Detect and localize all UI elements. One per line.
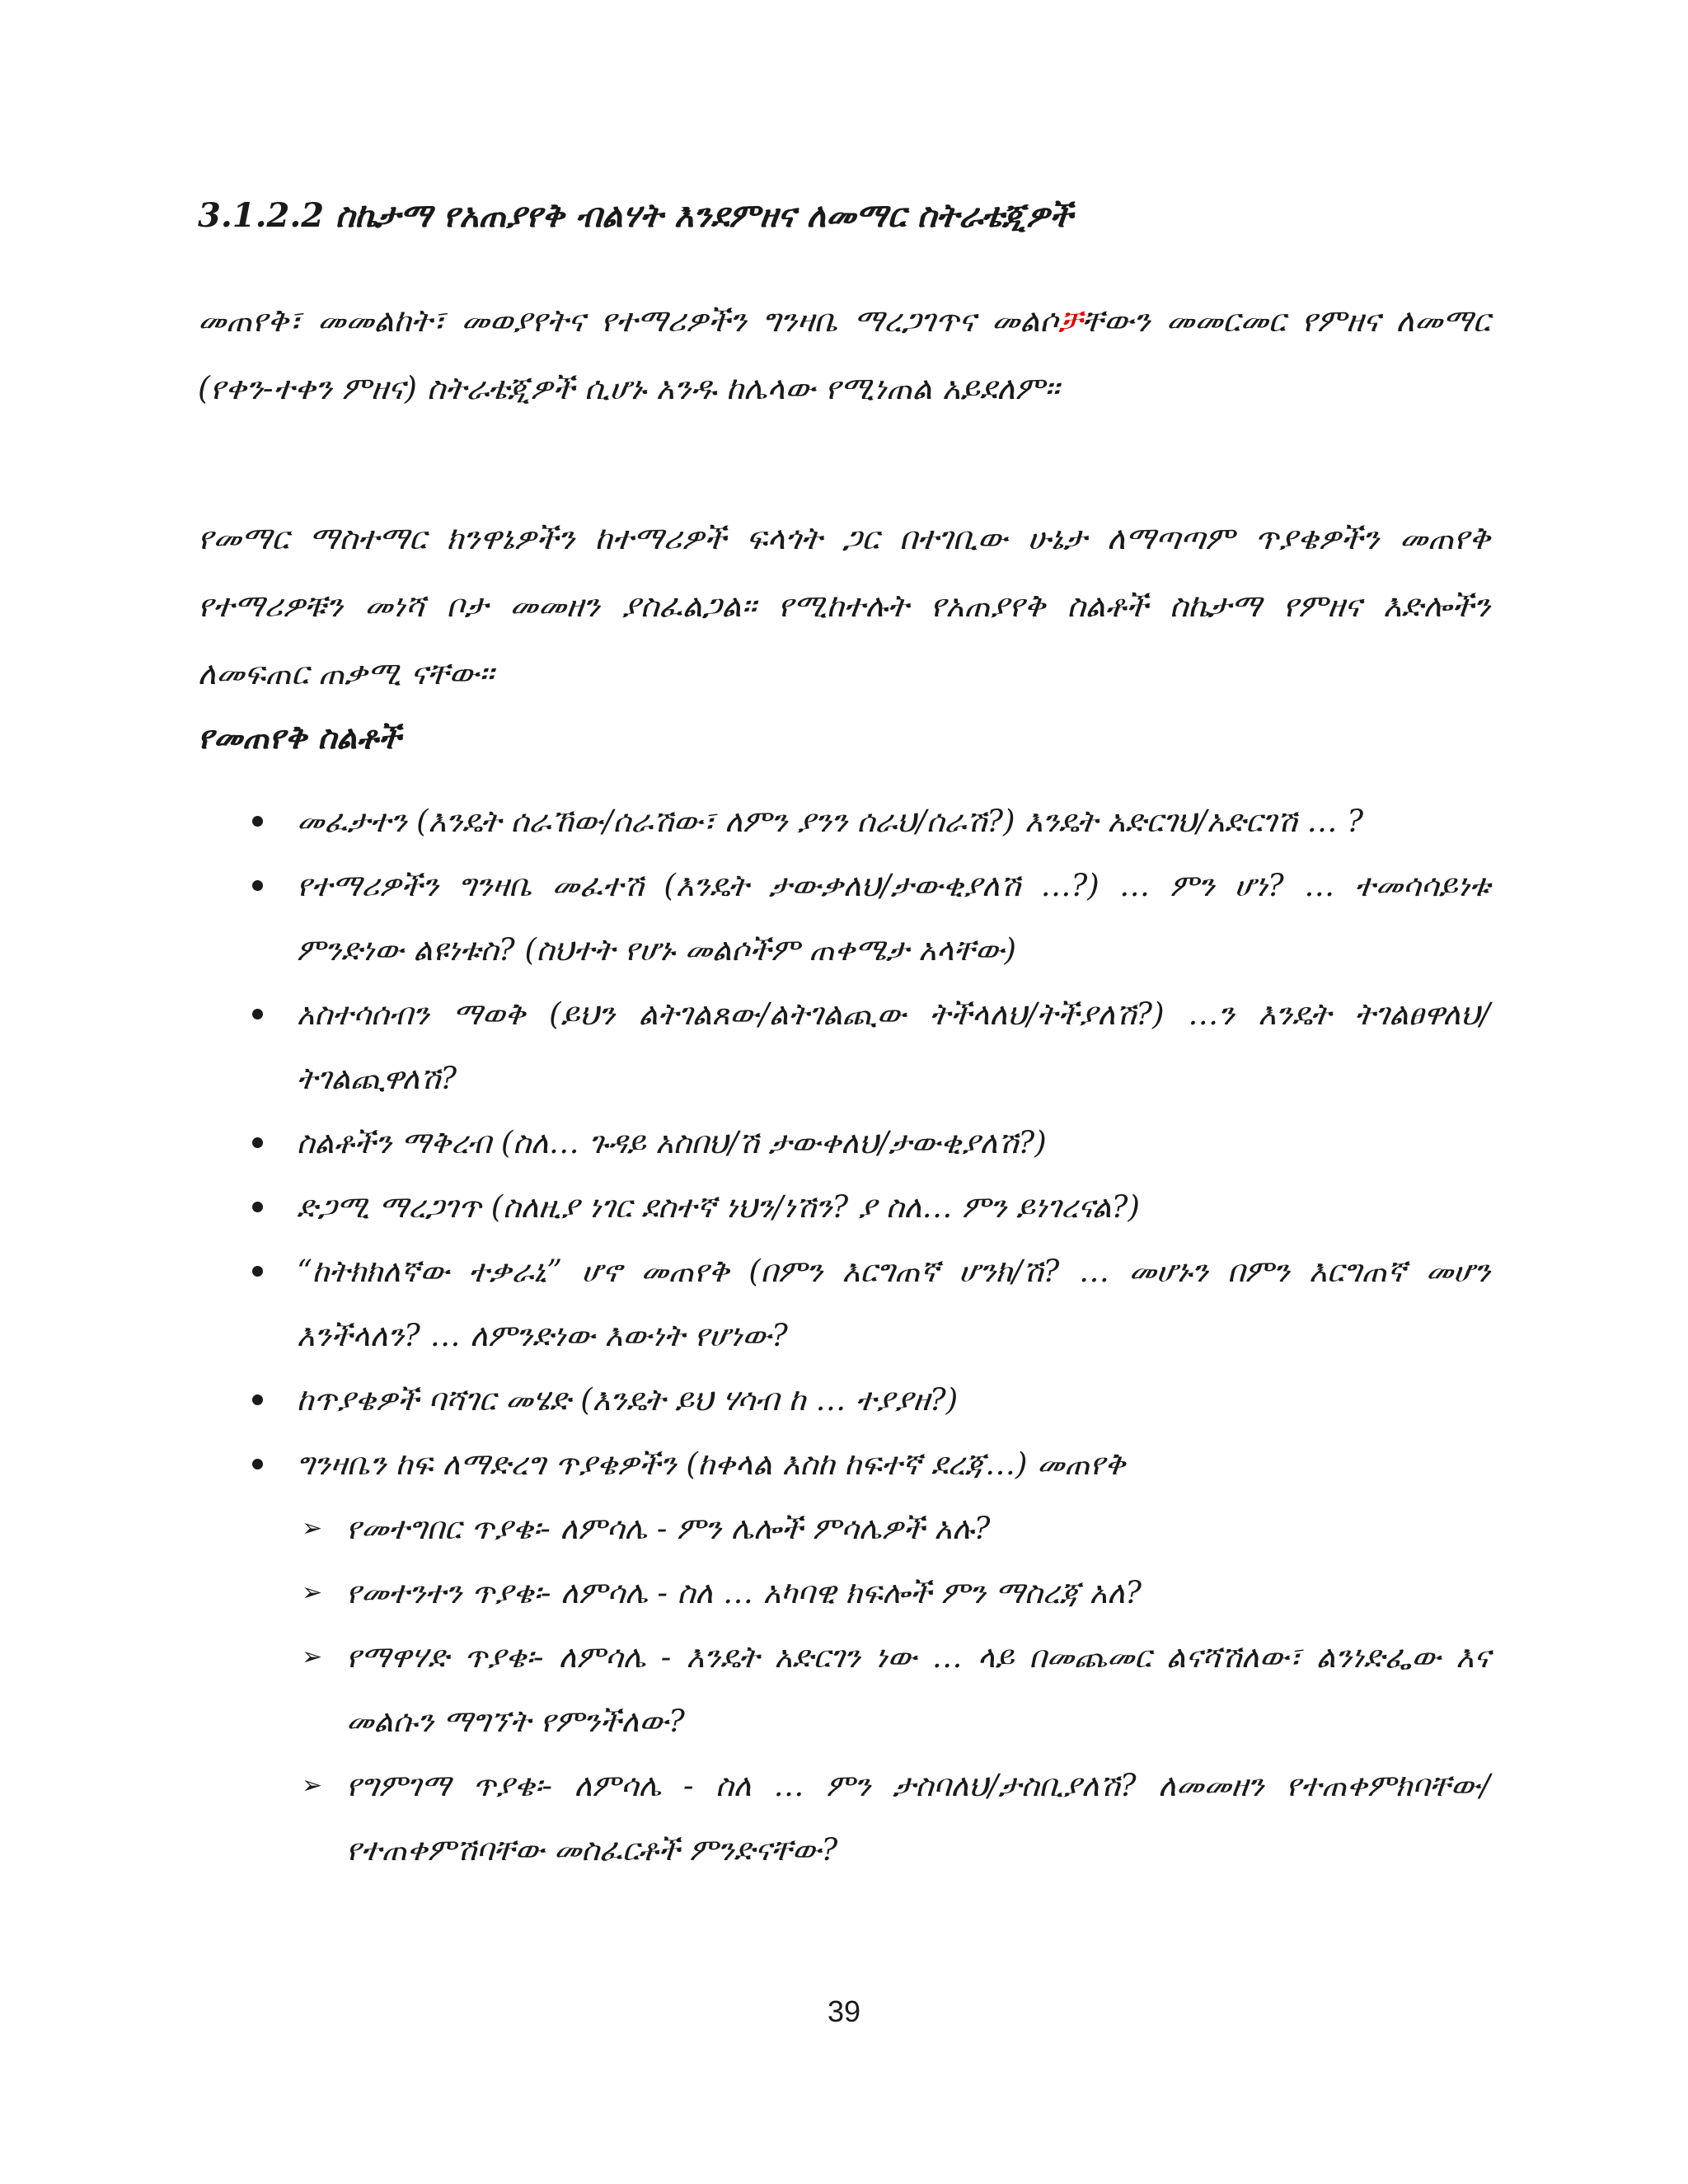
paragraph-1-highlight: ቻ bbox=[1057, 302, 1082, 339]
bullet-dot-icon bbox=[252, 1202, 263, 1212]
paragraph-1 bbox=[198, 287, 1490, 422]
arrow-bullet-icon: ➢ bbox=[302, 1771, 323, 1800]
list-item-text: መፈታተን (እንዴት ሰራኸው/ሰራሽው፣ ለምን ያንን ሰራህ/ሰራሽ?) እንዴት አድርገህ/አድርገሽ … ? bbox=[297, 804, 1364, 839]
list-item-text: “ከትክክለኛው ተቃራኒ” ሆኖ መጠየቅ (በምን እርግጠኛ ሆንክ/ሽ? … መሆኑን በምን እርግጠኛ መሆን እንችላለን? … ለምንድነው እውነት የሆነው? bbox=[297, 1254, 1490, 1353]
paragraph-1-text-a: መጠየቅ፣ መመልከት፣ መወያየትና የተማሪዎችን ግንዛቤ ማረጋገጥና መልሶ bbox=[198, 302, 1058, 339]
arrow-bullet-icon: ➢ bbox=[302, 1643, 323, 1671]
sub-list-item bbox=[302, 1754, 1490, 1882]
paragraph-1-text-b: ቸውን መመርመር የምዘና ለመማር (የቀን-ተቀን ምዘና) ስትራቴጂዎች ሲሆኑ አንዱ ከሌላው የሚነጠል አይደለም፡፡ bbox=[198, 302, 1490, 406]
bullet-dot-icon bbox=[252, 1394, 263, 1405]
bullet-dot-icon bbox=[252, 1137, 263, 1148]
list-item bbox=[297, 982, 1490, 1111]
sub-list-item-text: የማዋሃድ ጥያቄ፡- ለምሳሌ - እንዴት አድርገን ነው … ላይ በመጨመር ልናሻሽለው፣ ልንነድፌው እና መልሱን ማግኘት የምንችለው? bbox=[346, 1639, 1490, 1739]
sub-list-item bbox=[302, 1497, 1490, 1561]
paragraph-2: የመማር ማስተማር ክንዋኔዎችን ከተማሪዎች ፍላጎት ጋር በተገቢው ሁኔታ ለማጣጣም ጥያቄዎችን መጠየቅ የተማሪዎቹን መነሻ ቦታ መመዘን ያስፈልጋል፡፡ የሚከተሉት የአጠያየቅ ስልቶች ስኬታማ የምዘና እድሎችን ለመፍጠር ጠቃሚ ናቸው፡፡ bbox=[198, 520, 1490, 691]
subheading: የመጠየቅ ስልቶች bbox=[198, 719, 401, 757]
sub-bullet-list bbox=[302, 1497, 1490, 1882]
list-item-text: ግንዛቤን ከፍ ለማድረግ ጥያቄዎችን (ከቀላል እስከ ከፍተኛ ደረጃ…) መጠየቅ bbox=[297, 1446, 1126, 1482]
sub-list-item-text: የመተንተን ጥያቄ፡- ለምሳሌ - ስለ … አካባዊ ክፍሎች ምን ማስረጃ አለ? bbox=[346, 1575, 1142, 1610]
list-item bbox=[297, 1175, 1490, 1240]
bullet-dot-icon bbox=[252, 880, 263, 891]
sub-list-item-text: የመተግበር ጥያቄ፡- ለምሳሌ - ምን ሌሎች ምሳሌዎች አሉ? bbox=[346, 1511, 991, 1546]
arrow-bullet-icon: ➢ bbox=[302, 1514, 323, 1543]
section-heading: 3.1.2.2 ስኬታማ የአጠያየቅ ብልሃት እንደምዘና ለመማር ስትራቴጂዎች bbox=[198, 196, 1073, 235]
list-item bbox=[297, 790, 1490, 854]
list-item bbox=[297, 1111, 1490, 1175]
sub-list-item bbox=[302, 1625, 1490, 1754]
list-item-text: የተማሪዎችን ግንዛቤ መፈተሽ (እንዴት ታውቃለህ/ታውቂያለሽ …?) … ምን ሆነ? … ተመሳሳይነቱ ምንድነው ልዩነቱስ? (ስህተት የሆኑ መልሶችም ጠቀሜታ አላቸው) bbox=[297, 868, 1490, 968]
sub-list-item bbox=[302, 1561, 1490, 1625]
sub-list-container bbox=[297, 1497, 1490, 1882]
list-item bbox=[297, 1240, 1490, 1368]
list-item-text: ድጋሚ ማረጋገጥ (ስለዚያ ነገር ደስተኛ ነህን/ነሽን? ያ ስለ… ምን ይነገረናል?) bbox=[297, 1189, 1140, 1225]
bullet-dot-icon bbox=[252, 816, 263, 827]
page-number: 39 bbox=[827, 1994, 861, 2028]
list-item-text: ከጥያቄዎች ባሻገር መሄድ (እንዴት ይህ ሃሳብ ከ … ተያያዘ?) bbox=[297, 1382, 959, 1418]
list-item-text: አስተሳሰብን ማወቅ (ይህን ልትገልጸው/ልትገልጪው ትችላለህ/ትችያለሽ?) …ን እንዴት ትገልፀዋለህ/ትገልጪዋለሽ? bbox=[297, 996, 1490, 1096]
list-item bbox=[297, 854, 1490, 982]
bullet-dot-icon bbox=[252, 1266, 263, 1277]
arrow-bullet-icon: ➢ bbox=[302, 1578, 323, 1607]
bullet-dot-icon bbox=[252, 1009, 263, 1019]
list-item bbox=[297, 1368, 1490, 1432]
bullet-dot-icon bbox=[252, 1459, 263, 1469]
sub-list-item-text: የግምገማ ጥያቄ፡- ለምሳሌ - ስለ … ምን ታስባለህ/ታስቢያለሽ? ለመመዘን የተጠቀምክባቸው/የተጠቀምሽባቸው መስፈርቶች ምንድናቸው? bbox=[346, 1768, 1490, 1868]
list-item bbox=[297, 1432, 1490, 1497]
list-item-text: ስልቶችን ማቅረብ (ስለ… ጉዳይ አስበህ/ሽ ታውቀለህ/ታውቂያለሽ?) bbox=[297, 1125, 1047, 1160]
bullet-list bbox=[297, 790, 1490, 1882]
